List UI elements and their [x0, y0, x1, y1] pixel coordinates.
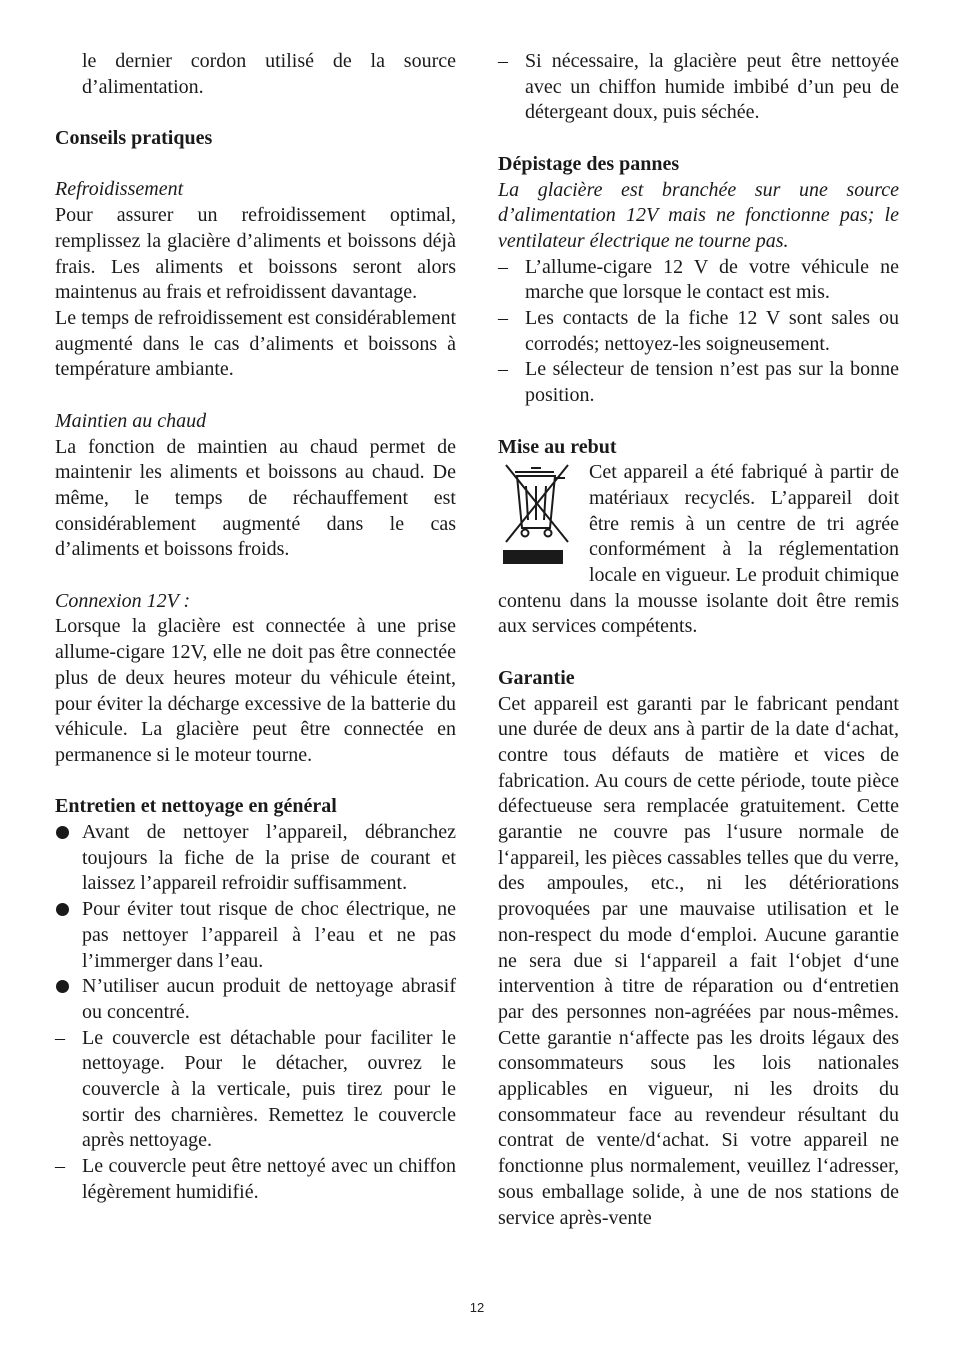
dash-marker: – — [55, 1155, 65, 1178]
dash-marker: – — [55, 1026, 65, 1049]
heading-conseils-pratiques: Conseils pratiques — [55, 127, 213, 150]
list-item — [55, 1154, 456, 1205]
list-item-text: L’allume-cigare 12 V de votre véhicule ne marche que lorsque le contact est mis. — [525, 255, 899, 304]
crossed-out-wheelie-bin-icon — [498, 460, 576, 568]
list-item-text: Le couvercle est détachable pour faciliter le nettoyage. Pour le détacher, ouvrez le couvercle à la verticale, puis tirez pour le sortir des charnières. Remettez le couvercle après nettoyage. — [82, 1026, 456, 1152]
heading-depistage-pannes: Dépistage des pannes — [498, 152, 680, 175]
intro-continuation — [55, 49, 456, 100]
paragraph-garantie: Cet appareil est garanti par le fabricant pendant une durée de deux ans à partir de la date d‘achat, contre tous défauts de matière et vices de fabrication. Au cours de cette période, toute pièce défectueuse sera remplacée gratuitement. Cette garantie ne couvre pas l‘usure normale de l‘appareil, les pièces cassables telles que du verre, des ampoules, etc., ni les détériorations provoquées par une mauvaise utilisation et le non-respect du mode d‘emploi. Aucune garantie ne sera due si l‘appareil a fait l‘objet d‘une intervention à titre de réparation ou d‘entretien par des personnes non-agréées par nous-mêmes. Cette garantie n‘affecte pas les droits légaux des consommateurs sous les lois nationales applicables en vigueur, ni les droits du consommateur face au revendeur résultant du contrat de vente/d‘achat. Si votre appareil ne fonctionne plus normalement, veuillez l‘adresser, sous emballage solide, à une de nos stations de service après-vente — [498, 692, 899, 1229]
heading-entretien-nettoyage: Entretien et nettoyage en général — [55, 795, 337, 818]
list-item — [498, 357, 899, 408]
heading-garantie: Garantie — [498, 666, 575, 689]
bullet-icon — [56, 903, 69, 916]
list-item-text: Le couvercle peut être nettoyé avec un chiffon légèrement humidifié. — [82, 1155, 456, 1203]
right-column — [498, 49, 899, 1231]
list-item — [55, 820, 456, 897]
list-item-text: Les contacts de la fiche 12 V sont sales ou corrodés; nettoyez-les soigneusement. — [525, 307, 899, 355]
rebut-block — [498, 460, 899, 640]
intro-continuation-text: le dernier cordon utilisé de la source d’alimentation. — [82, 50, 456, 98]
list-item-text: Si nécessaire, la glacière peut être nettoyée avec un chiffon humide imbibé d’un peu de détergeant doux, puis séchée. — [525, 50, 899, 124]
dash-marker: – — [498, 307, 508, 330]
left-column — [55, 49, 456, 1206]
paragraph-connexion-12v: Lorsque la glacière est connectée à une prise allume-cigare 12V, elle ne doit pas être connectée plus de deux heures moteur du véhicule éteint, pour éviter la décharge excessive de la batterie du véhicule. La glacière peut être connectée en permanence si le moteur tourne. — [55, 615, 456, 766]
dash-marker: – — [498, 358, 508, 381]
subheading-refroidissement: Refroidissement — [55, 178, 184, 201]
bullet-icon — [56, 826, 69, 839]
bullet-icon — [56, 980, 69, 993]
problem-description: La glacière est branchée sur une source d’alimentation 12V mais ne fonctionne pas; le ventilateur électrique ne tourne pas. — [498, 178, 899, 252]
paragraph-mise-au-rebut: Cet appareil a été fabriqué à partir de matériaux recyclés. L’appareil doit être remis à un centre de tri agrée conformément à la réglementation locale en vigueur. Le produit chimique contenu dans la mousse isolante doit être remis aux services compétents. — [498, 461, 899, 638]
list-item-text: Le sélecteur de tension n’est pas sur la bonne position. — [525, 358, 899, 407]
subheading-connexion-12v: Connexion 12V : — [55, 589, 191, 612]
list-item — [55, 1026, 456, 1155]
page-number: 12 — [469, 1300, 485, 1315]
paragraph-maintien-au-chaud: La fonction de maintien au chaud permet de maintenir les aliments et boissons au chaud. De même, le temps de réchauffement est considérablement augmenté dans le cas d’aliments et boissons froids. — [55, 435, 456, 561]
paragraph-refroidissement-1: Pour assurer un refroidissement optimal, remplissez la glacière d’aliments et boissons déjà frais. Les aliments et boissons seront alors maintenus au frais et refroidissent davantage. — [55, 204, 456, 304]
heading-mise-au-rebut: Mise au rebut — [498, 435, 617, 458]
dash-marker: – — [498, 50, 508, 72]
list-item — [498, 306, 899, 357]
subheading-maintien-au-chaud: Maintien au chaud — [55, 409, 207, 432]
list-item — [55, 897, 456, 974]
list-item — [498, 255, 899, 306]
list-item-text: N’utiliser aucun produit de nettoyage abrasif ou concentré. — [82, 975, 456, 1023]
list-item — [55, 974, 456, 1025]
dash-marker: – — [498, 255, 508, 278]
list-item-text: Pour éviter tout risque de choc électrique, ne pas nettoyer l’appareil à l’eau et ne pas l’immerger dans l’eau. — [82, 898, 456, 972]
list-item — [498, 49, 899, 126]
paragraph-refroidissement-2: Le temps de refroidissement est considérablement augmenté dans le cas d’aliments et boissons à température ambiante. — [55, 307, 456, 381]
list-item-text: Avant de nettoyer l’appareil, débranchez toujours la fiche de la prise de courant et laissez l’appareil refroidir suffisamment. — [82, 821, 456, 895]
